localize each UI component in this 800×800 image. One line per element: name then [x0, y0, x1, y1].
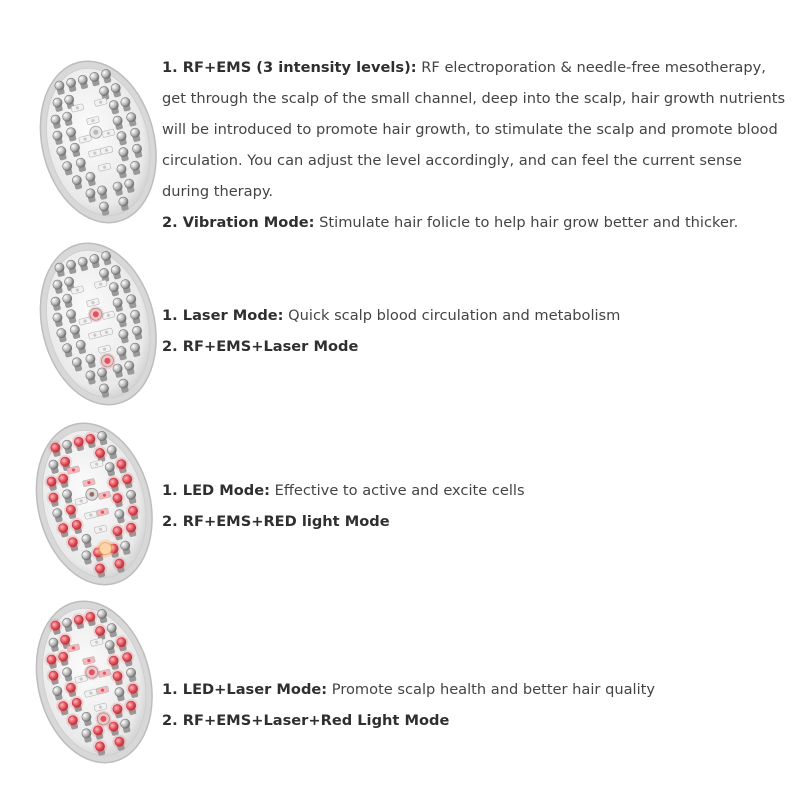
comb-device-icon	[30, 594, 158, 769]
device-image-laser	[34, 236, 162, 411]
mode-item	[162, 475, 792, 506]
comb-device-icon	[34, 54, 162, 229]
mode-label: 1. LED Mode:	[162, 482, 270, 499]
comb-device-icon	[34, 236, 162, 411]
mode-item	[162, 674, 792, 705]
mode-section-laser	[0, 220, 800, 400]
section-text	[162, 52, 792, 238]
mode-description: RF electroporation & needle-free mesotherapy, get through the scalp of the small channel, deep into the scalp, hair growth nutrients will be introduced to promote hair growth, to stimulate the scalp and promote blood circulation. You can adjust the level accordingly, and can feel the current sense during therapy.	[162, 59, 786, 200]
section-text	[162, 300, 792, 362]
mode-item	[162, 331, 792, 362]
mode-item	[162, 506, 792, 537]
mode-label: 2. RF+EMS+RED light Mode	[162, 513, 390, 530]
mode-section-rf-ems	[0, 0, 800, 231]
mode-item	[162, 52, 792, 207]
mode-label: 1. LED+Laser Mode:	[162, 681, 328, 698]
mode-description: Effective to active and excite cells	[274, 482, 525, 499]
mode-label: 2. RF+EMS+Laser+Red Light Mode	[162, 712, 450, 729]
mode-item	[162, 300, 792, 331]
mode-label: 2. Vibration Mode:	[162, 214, 315, 231]
device-image-red-led	[30, 416, 158, 591]
mode-description: Quick scalp blood circulation and metabolism	[288, 307, 621, 324]
mode-section-led-laser	[0, 590, 800, 800]
mode-description: Stimulate hair folicle to help hair grow better and thicker.	[319, 214, 739, 231]
mode-description: Promote scalp health and better hair quality	[331, 681, 655, 698]
mode-label: 1. Laser Mode:	[162, 307, 284, 324]
section-text	[162, 674, 792, 736]
device-image-plain	[34, 54, 162, 229]
device-image-red-led-laser	[30, 594, 158, 769]
section-text	[162, 475, 792, 537]
mode-item	[162, 705, 792, 736]
mode-label: 1. RF+EMS (3 intensity levels):	[162, 59, 417, 76]
mode-label: 2. RF+EMS+Laser Mode	[162, 338, 359, 355]
comb-device-icon	[30, 416, 158, 591]
mode-section-led	[0, 400, 800, 590]
